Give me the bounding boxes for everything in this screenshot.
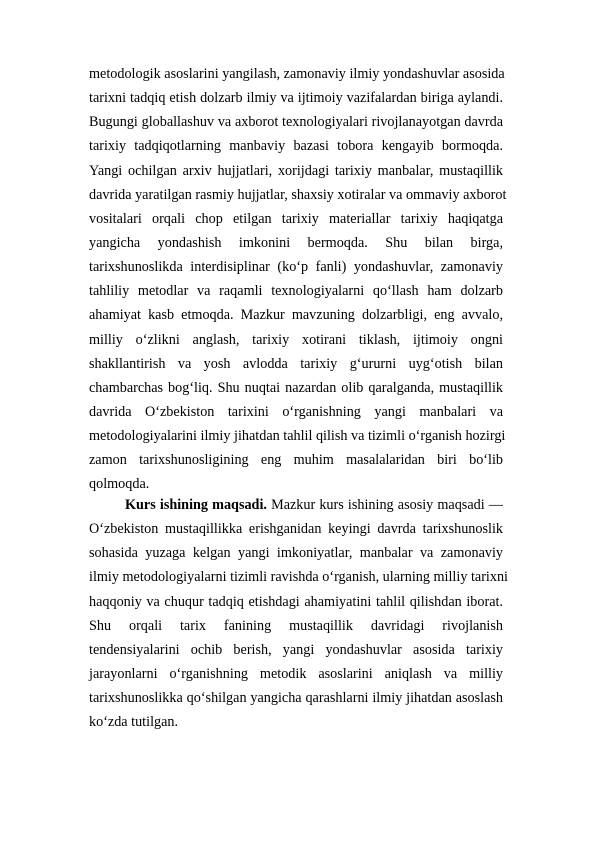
text-line: metodologik asoslarini yangilash, zamonaviy ilmiy yondashuvlar asosida xyxy=(89,66,505,82)
text-line: tahliliy metodlar va raqamli texnologiyalarni qo‘llash ham dolzarb xyxy=(89,283,503,300)
text-line: davrida yaratilgan rasmiy hujjatlar, shaxsiy xotiralar va ommaviy axborot xyxy=(89,186,507,203)
text-line: ahamiyat kasb etmoqda. Mazkur mavzuning dolzarbligi, eng avvalo, xyxy=(89,307,503,324)
text-line: yangicha yondashish imkonini bermoqda. Shu bilan birga, xyxy=(89,234,503,251)
text-line: qolmoqda. xyxy=(89,476,150,493)
text-line xyxy=(89,493,503,517)
text-line: tarixshunoslikka qo‘shilgan yangicha qarashlarni ilmiy jihatdan asoslash xyxy=(89,690,503,707)
text-line: tarixshunoslikda interdisiplinar (ko‘p fanli) yondashuvlar, zamonaviy xyxy=(89,259,503,276)
text-line: O‘zbekiston mustaqillikka erishganidan keyingi davrda tarixshunoslik xyxy=(89,521,503,538)
text-line: Yangi ochilgan arxiv hujjatlari, xorijdagi tarixiy manbalar, mustaqillik xyxy=(89,162,503,179)
paragraph-maqsad xyxy=(89,493,508,734)
text-line: milliy o‘zlikni anglash, tarixiy xotirani tiklash, ijtimoiy ongni xyxy=(89,331,503,348)
text-line: Bugungi globallashuv va axborot texnologiyalari rivojlanayotgan davrda xyxy=(89,114,503,131)
text-line: tendensiyalarini ochib berish, yangi yondashuvlar asosida tarixiy xyxy=(89,641,503,658)
text-line: tarixni tadqiq etish dolzarb ilmiy va ijtimoiy vazifalardan biriga aylandi. xyxy=(89,90,503,107)
text-line: haqqoniy va chuqur tadqiq etishdagi ahamiyatini tahlil qilishdan iborat. xyxy=(89,593,503,610)
paragraph-dolzarblik xyxy=(89,62,507,497)
text-line: vositalari orqali chop etilgan tarixiy materiallar tarixiy haqiqatga xyxy=(89,210,503,227)
text-line: tarixiy tadqiqotlarning manbaviy bazasi tobora kengayib bormoqda. xyxy=(89,138,503,155)
text-line: metodologiyalarini ilmiy jihatdan tahlil qilish va tizimli o‘rganish hozirgi xyxy=(89,428,506,445)
text-line: davrida O‘zbekiston tarixini o‘rganishning yangi manbalari va xyxy=(89,403,503,420)
text-line: ilmiy metodologiyalarni tizimli ravishda o‘rganish, ularning milliy tarixni xyxy=(89,569,508,586)
text-line: zamon tarixshunosligining eng muhim masalalaridan biri bo‘lib xyxy=(89,452,503,469)
text-line: ko‘zda tutilgan. xyxy=(89,714,179,731)
text-line: jarayonlarni o‘rganishning metodik asoslarini aniqlash va milliy xyxy=(89,665,503,682)
text-line: Shu orqali tarix fanining mustaqillik davridagi rivojlanish xyxy=(89,617,503,634)
text-line: chambarchas bog‘liq. Shu nuqtai nazardan olib qaralganda, mustaqillik xyxy=(89,379,503,396)
text-line: shakllantirish va yosh avlodda tarixiy g‘ururni uyg‘otish bilan xyxy=(89,355,503,372)
text-fragment: Mazkur kurs ishining asosiy maqsadi — xyxy=(266,497,503,513)
section-heading: Kurs ishining maqsadi. xyxy=(125,497,267,513)
text-line: sohasida yuzaga kelgan yangi imkoniyatlar, manbalar va zamonaviy xyxy=(89,545,503,562)
